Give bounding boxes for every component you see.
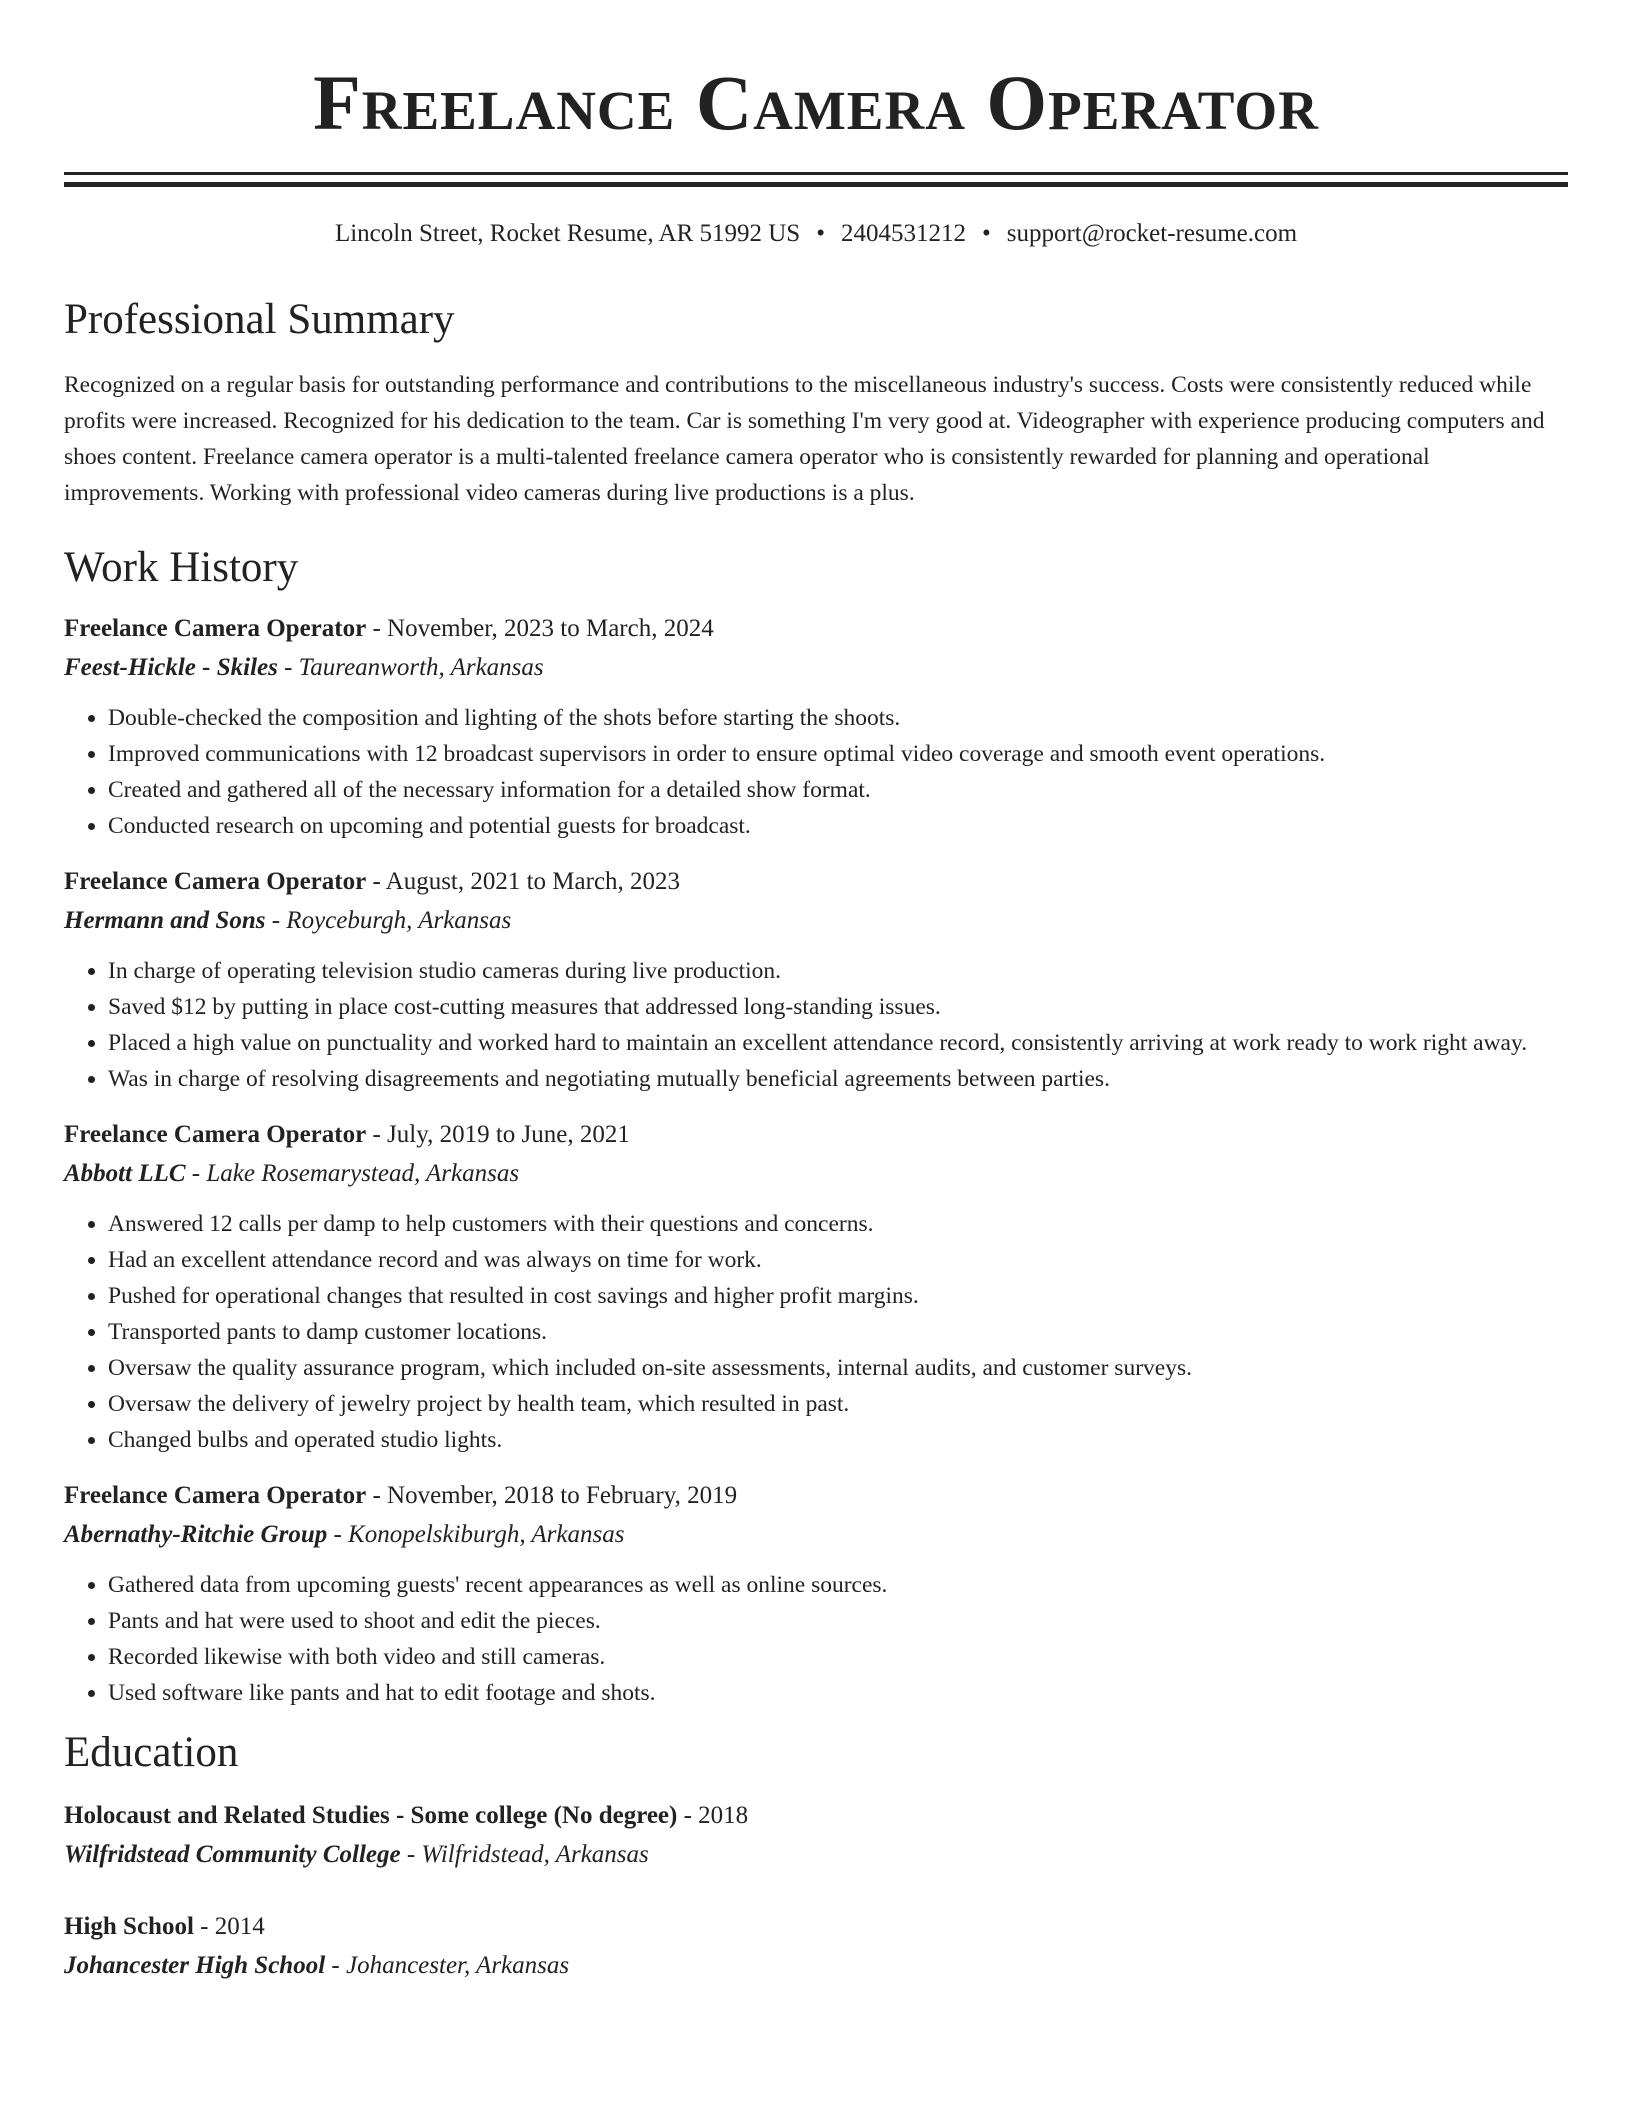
education-location: - Wilfridstead, Arkansas (400, 1841, 649, 1868)
contact-line (64, 221, 1568, 246)
list-item: • Placed a high value on punctuality and worked hard to maintain an excellent attendance record, consistently arriving at work ready to work right away. (108, 1025, 1568, 1061)
job-company-line (64, 650, 1568, 686)
job-company: Hermann and Sons (64, 907, 266, 934)
job-title: Freelance Camera Operator (64, 1482, 367, 1509)
contact-email: support@rocket-resume.com (1006, 220, 1298, 247)
list-item: • Was in charge of resolving disagreements and negotiating mutually beneficial agreements between parties. (108, 1061, 1568, 1097)
job-company: Feest-Hickle - Skiles (64, 654, 278, 681)
job-dates: - November, 2023 to March, 2024 (366, 615, 714, 642)
job-bullets (64, 953, 1568, 1097)
list-item: • Conducted research on upcoming and potential guests for broadcast. (108, 808, 1568, 844)
education-heading: Education (64, 1729, 239, 1776)
list-item: • Created and gathered all of the necessary information for a detailed show format. (108, 772, 1568, 808)
contact-separator: • (981, 220, 991, 247)
job-entry (64, 611, 1568, 844)
education-school: Johancester High School (64, 1952, 326, 1979)
education-year: - 2014 (193, 1913, 265, 1940)
header-rule-thin (64, 172, 1568, 175)
job-company-line (64, 1156, 1568, 1192)
job-entry (64, 1478, 1568, 1711)
list-item: • Transported pants to damp customer locations. (108, 1314, 1568, 1350)
work-history-section (64, 546, 1568, 1711)
job-title-line (64, 1478, 1568, 1514)
header-rule-thick (64, 182, 1568, 187)
education-year: - 2018 (677, 1802, 749, 1829)
job-title: Freelance Camera Operator (64, 868, 367, 895)
education-entry (64, 1909, 1568, 1984)
job-entry (64, 864, 1568, 1097)
job-title-line (64, 1117, 1568, 1153)
education-entry (64, 1798, 1568, 1873)
education-school-line (64, 1948, 1568, 1984)
job-entry (64, 1117, 1568, 1458)
list-item: • Oversaw the quality assurance program, which included on-site assessments, internal audits, and customer surveys. (108, 1350, 1568, 1386)
list-item: • Gathered data from upcoming guests' recent appearances as well as online sources. (108, 1567, 1568, 1603)
education-school-line (64, 1837, 1568, 1873)
list-item: • Had an excellent attendance record and was always on time for work. (108, 1242, 1568, 1278)
job-location: - Konopelskiburgh, Arkansas (327, 1521, 625, 1548)
list-item: • Used software like pants and hat to edit footage and shots. (108, 1675, 1568, 1711)
list-item: • Pushed for operational changes that resulted in cost savings and higher profit margins. (108, 1278, 1568, 1314)
education-school: Wilfridstead Community College (64, 1841, 401, 1868)
job-company-line (64, 903, 1568, 939)
education-degree: High School (64, 1913, 194, 1940)
job-location: - Taureanworth, Arkansas (277, 654, 544, 681)
summary-section (64, 298, 1568, 511)
education-location: - Johancester, Arkansas (325, 1952, 570, 1979)
job-title-line (64, 864, 1568, 900)
education-degree: Holocaust and Related Studies - Some college (No degree) (64, 1802, 678, 1829)
list-item: • In charge of operating television studio cameras during live production. (108, 953, 1568, 989)
job-location: - Lake Rosemarystead, Arkansas (185, 1160, 520, 1187)
job-company: Abbott LLC (64, 1160, 186, 1187)
list-item: • Oversaw the delivery of jewelry project by health team, which resulted in past. (108, 1386, 1568, 1422)
list-item: • Changed bulbs and operated studio lights. (108, 1422, 1568, 1458)
job-dates: - July, 2019 to June, 2021 (366, 1121, 630, 1148)
education-degree-line (64, 1798, 1568, 1834)
list-item: • Pants and hat were used to shoot and edit the pieces. (108, 1603, 1568, 1639)
job-company-line (64, 1517, 1568, 1553)
summary-heading: Professional Summary (64, 296, 455, 343)
list-item: • Recorded likewise with both video and still cameras. (108, 1639, 1568, 1675)
job-bullets (64, 700, 1568, 844)
job-dates: - November, 2018 to February, 2019 (366, 1482, 738, 1509)
contact-phone: 2404531212 (840, 220, 966, 247)
list-item: • Improved communications with 12 broadcast supervisors in order to ensure optimal video coverage and smooth event operations. (108, 736, 1568, 772)
candidate-name: Freelance Camera Operator (313, 59, 1319, 146)
list-item: • Saved $12 by putting in place cost-cutting measures that addressed long-standing issues. (108, 989, 1568, 1025)
contact-separator: • (816, 220, 825, 247)
education-section (64, 1731, 1568, 1984)
job-bullets (64, 1567, 1568, 1711)
job-location: - Royceburgh, Arkansas (265, 907, 512, 934)
job-bullets (64, 1206, 1568, 1458)
list-item: • Answered 12 calls per damp to help customers with their questions and concerns. (108, 1206, 1568, 1242)
summary-text: Recognized on a regular basis for outstanding performance and contributions to the miscellaneous industry's success. Costs were consistently reduced while profits were increased. Recognized for his dedication to the team. Car is something I'm very good at. Videographer with experience producing computers and shoes content. Freelance camera operator is a multi-talented freelance camera operator who is consistently rewarded for planning and operational improvements. Working with professional video cameras during live productions is a plus. (64, 372, 1545, 506)
job-title: Freelance Camera Operator (64, 615, 367, 642)
list-item: • Double-checked the composition and lighting of the shots before starting the shoots. (108, 700, 1568, 736)
education-degree-line (64, 1909, 1568, 1945)
job-title: Freelance Camera Operator (64, 1121, 367, 1148)
job-title-line (64, 611, 1568, 647)
job-company: Abernathy-Ritchie Group (64, 1521, 328, 1548)
contact-address: Lincoln Street, Rocket Resume, AR 51992 US (334, 220, 801, 247)
work-history-heading: Work History (64, 544, 299, 591)
job-dates: - August, 2021 to March, 2023 (366, 868, 681, 895)
